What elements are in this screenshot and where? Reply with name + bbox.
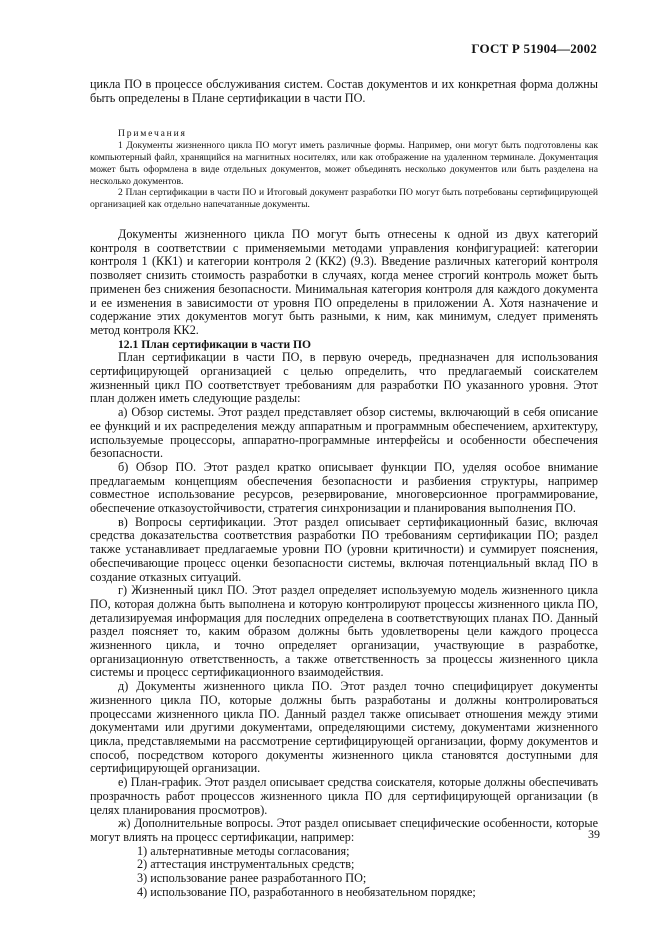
spacer bbox=[90, 211, 598, 228]
section-item-e: е) План-график. Этот раздел описывает средства соискателя, которые должны обеспечивать прозрачность работ процессов жизненного цикла ПО для сертифицирующей организации (в целях планирования просмотров). bbox=[90, 775, 598, 817]
body-paragraph: Документы жизненного цикла ПО могут быть отнесены к одной из двух категорий контроля в соответствии с применяемыми методами управления конфигурацией: категории контроля 1 (КК1) и категории контроля 2 (КК2) (9.3). Введение различных категорий контроля позволяет снизить стоимость разработки в случаях, когда менее строгий контроль может быть применен без снижения безопасности. Минимальная категория контроля для каждого документа и ее изменения в зависимости от уровня ПО определены в приложении А. Хотя назначение и содержание этих документов могут быть разными, к ним, как минимум, следует применять метод контроля КК2. bbox=[90, 226, 598, 337]
standard-header: ГОСТ Р 51904—2002 bbox=[471, 41, 597, 56]
page-number: 39 bbox=[588, 827, 600, 841]
section-item-v: в) Вопросы сертификации. Этот раздел описывает сертификационный базис, включая средства доказательства соответствия разработки ПО требованиям сертификации ПО; раздел также устанавливает предлагаемые уровни ПО (уровни критичности) и суммирует пояснения, обеспечивающие процесс оценки безопасности системы, включая потенциальный вклад ПО в создание отказных ситуаций. bbox=[90, 514, 598, 584]
note-2: 2 План сертификации в части ПО и Итоговый документ разработки ПО могут быть потребованы сертифицирующей организацией как отдельно напечатанные документы. bbox=[90, 187, 598, 211]
notes-title: Примечания bbox=[118, 128, 187, 140]
subitem-1: 1) альтернативные методы согласования; bbox=[137, 843, 350, 858]
section-item-g: г) Жизненный цикл ПО. Этот раздел определяет используемую модель жизненного цикла ПО, которая должна быть выполнена и которую контролируют процессы жизненного цикла ПО, детализируемая информация для последних определена в соответствующих планах ПО. Данный раздел поясняет то, каким образом должны быть удовлетворены цели каждого процесса жизненного цикла, и точно определяет организации, участвующие в разработке, организационную ответственность, а также ответственность за процессы жизненного цикла системы и процесс сертификационного взаимодействия. bbox=[90, 583, 598, 680]
notes-block bbox=[90, 128, 598, 211]
section-item-b: б) Обзор ПО. Этот раздел кратко описывает функции ПО, уделяя особое внимание предлагаемым концепциям обеспечения безопасности и разбиения структуры, например совместное использование ресурсов, резервирование, многоверсионное программирование, обеспечение отказоустойчивости, стратегия синхронизации и планирования выполнения ПО. bbox=[90, 459, 598, 516]
section-item-a: а) Обзор системы. Этот раздел представляет обзор системы, включающий в себя описание ее функций и их распределения между аппаратным и программным обеспечением, архитектуру, используемые процессоры, аппаратно-программные интерфейсы и особенности обеспечения безопасности. bbox=[90, 405, 598, 461]
section-item-zh: ж) Дополнительные вопросы. Этот раздел описывает специфические особенности, которые могут влиять на процесс сертификации, например: bbox=[90, 816, 598, 844]
intro-paragraph: цикла ПО в процессе обслуживания систем. Состав документов и их конкретная форма должны быть определены в Плане сертификации в части ПО. bbox=[90, 77, 598, 105]
section-lead: План сертификации в части ПО, в первую очередь, предназначен для использования сертифицирующей организацией с целью определить, что предлагаемый соискателем жизненный цикл ПО соответствует требованиям для разработки ПО указанного уровня. Этот план должен иметь следующие разделы: bbox=[90, 350, 598, 406]
section-item-d: д) Документы жизненного цикла ПО. Этот раздел точно специфицирует документы жизненного цикла ПО, которые должны быть разработаны и должны контролироваться процессами жизненного цикла ПО. Данный раздел также описывает отношения между этими документами или другими документами, определяющими систему, документами жизненного цикла, представляемыми на рассмотрение сертифицирующей организации, форму документов и способ, посредством которого документы жизненного цикла становятся доступными для сертифицирующей организации. bbox=[90, 679, 598, 776]
section-heading: 12.1 План сертификации в части ПО bbox=[118, 337, 312, 351]
subitem-2: 2) аттестация инструментальных средств; bbox=[137, 857, 355, 872]
subitem-3: 3) использование ранее разработанного ПО; bbox=[137, 871, 367, 886]
page-content bbox=[90, 78, 598, 899]
note-1: 1 Документы жизненного цикла ПО могут иметь различные формы. Например, они могут быть подготовлены как компьютерный файл, хранящийся на магнитных носителях, или как отображение на удаленном терминале. Документация может быть оформлена в виде отдельных документов, может объединять несколько документов или быть разделена на несколько документов. bbox=[90, 140, 598, 187]
subitem-4: 4) использование ПО, разработанного в необязательном порядке; bbox=[137, 884, 476, 899]
